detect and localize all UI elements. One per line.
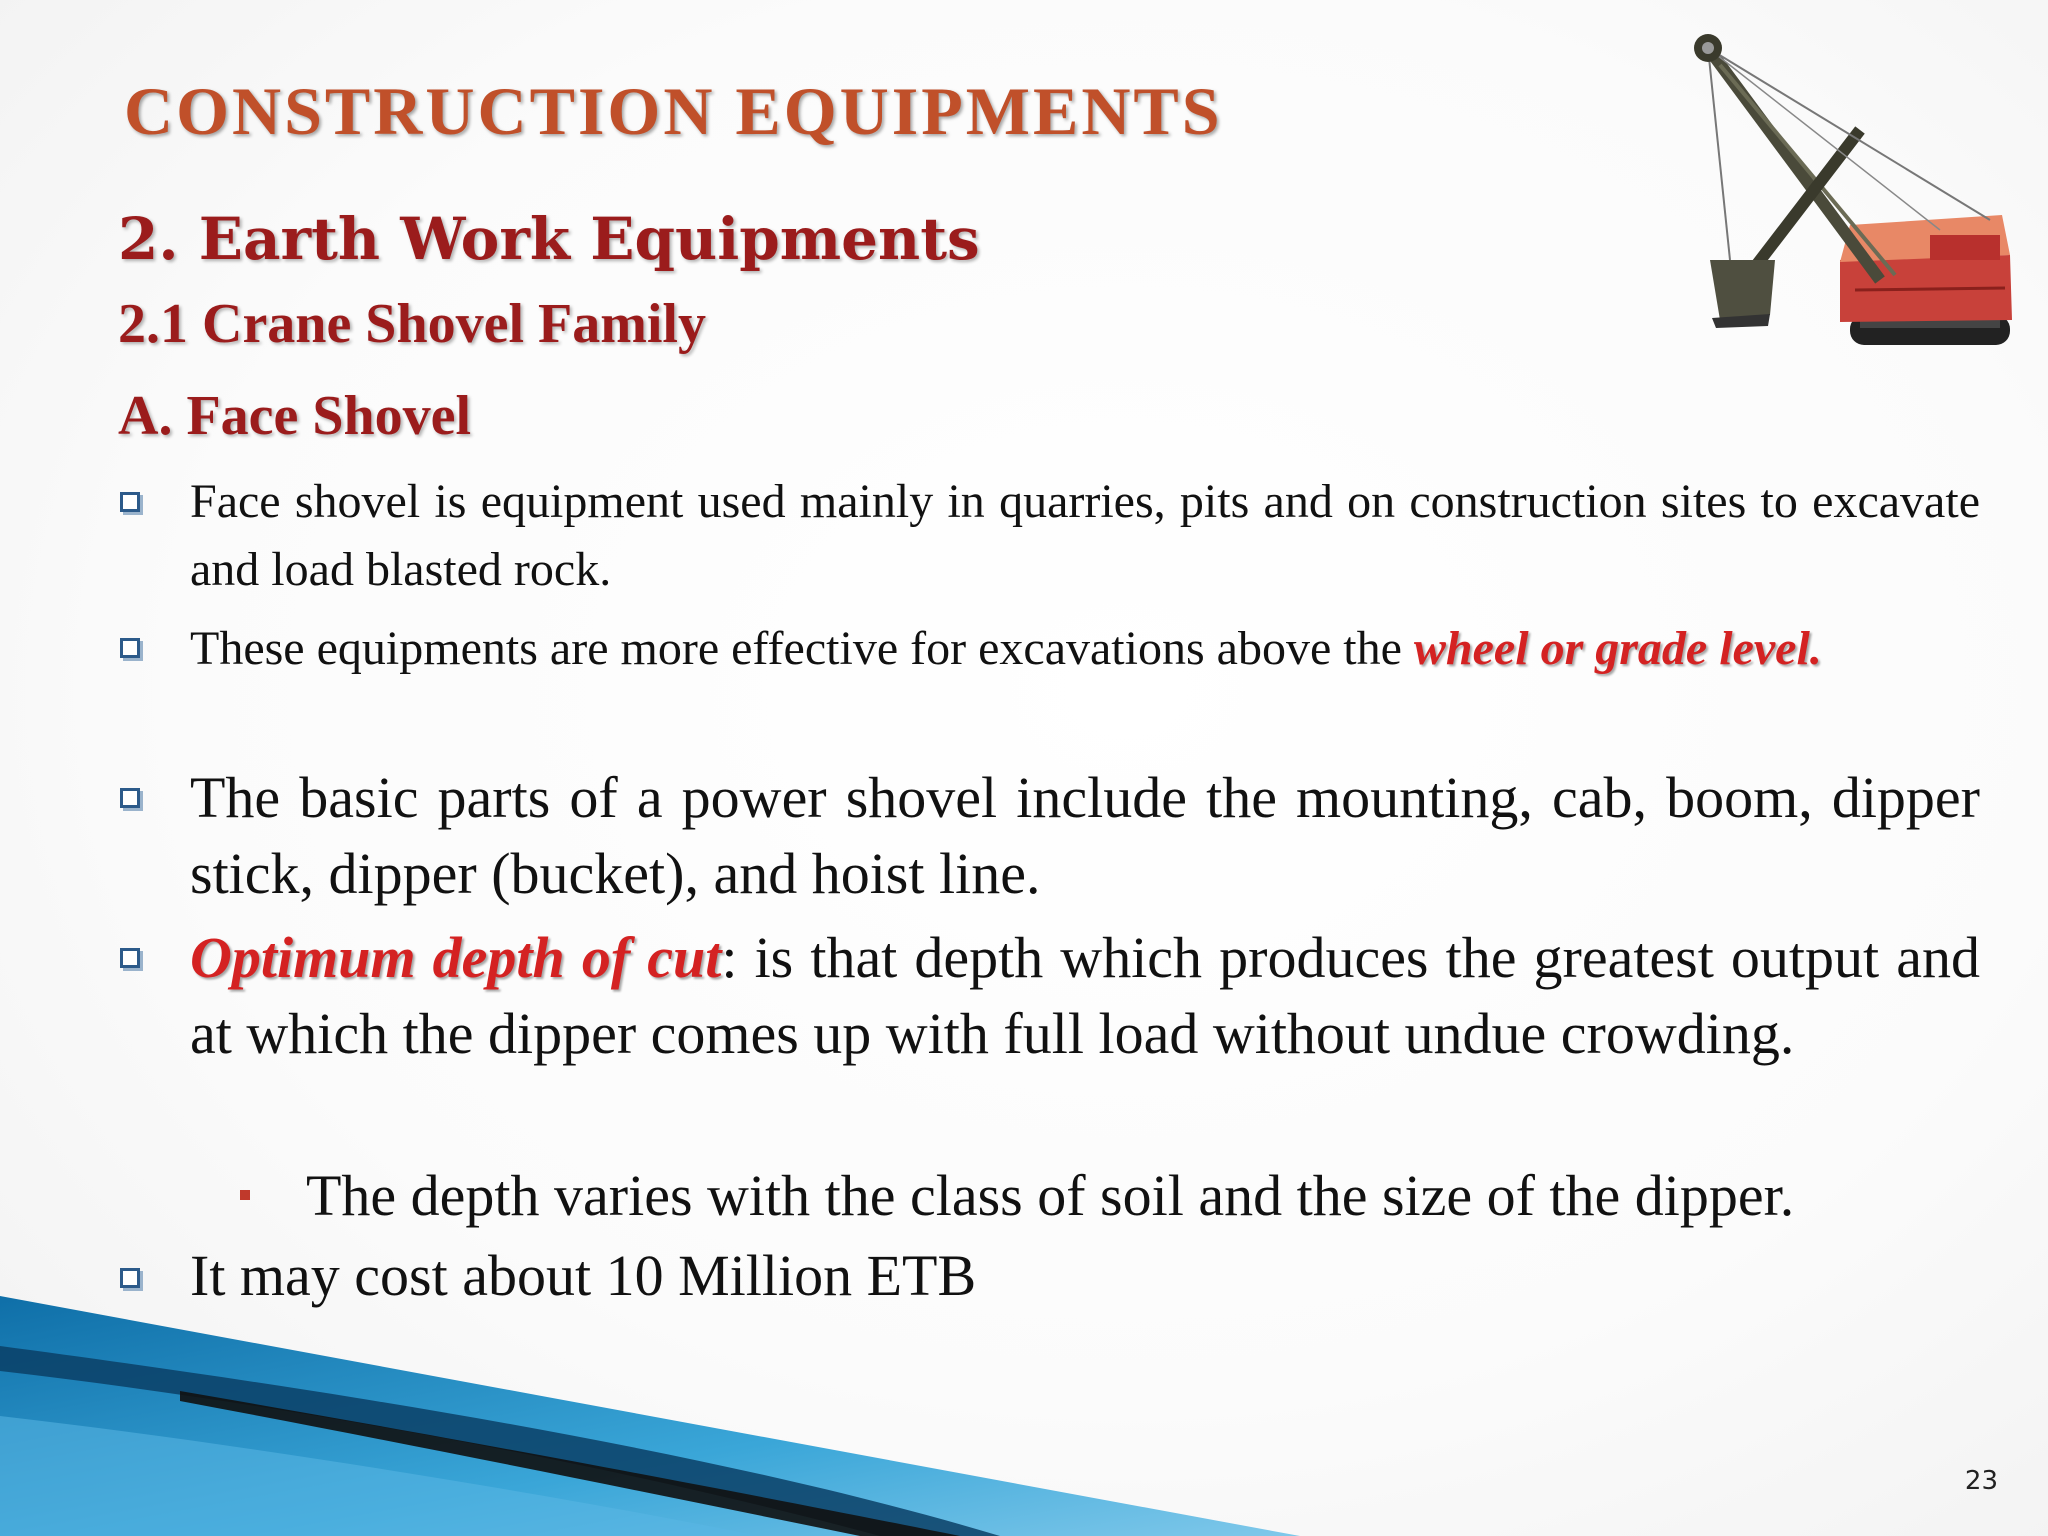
sub-bullet-depth-varies	[240, 1158, 1980, 1234]
bullet-cost	[120, 1238, 1980, 1314]
square-bullet-icon	[120, 1268, 140, 1288]
small-square-bullet-icon	[240, 1190, 250, 1200]
bullet-effectiveness	[120, 614, 1980, 684]
square-bullet-icon	[120, 788, 140, 808]
page-number: 23	[1964, 1466, 1998, 1496]
square-bullet-icon	[120, 638, 140, 658]
bullet-text: The basic parts of a power shovel include the mounting, cab, boom, dipper stick, dipper (bucket), and hoist line.	[190, 765, 1980, 906]
bullet-text: : is that depth which produces the greatest output and at which the dipper comes up with full load without undue crowding.	[190, 925, 1980, 1066]
subsection-heading: 2.1 Crane Shovel Family	[118, 293, 706, 355]
slide-title: CONSTRUCTION EQUIPMENTS	[124, 73, 1223, 149]
square-bullet-icon	[120, 948, 140, 968]
topic-heading: A. Face Shovel	[118, 385, 472, 447]
bullet-text: It may cost about 10 Million ETB	[190, 1243, 977, 1308]
bullet-text: These equipments are more effective for excavations above the	[190, 622, 1414, 675]
power-shovel-illustration	[1690, 30, 2020, 350]
bullet-basic-parts	[120, 760, 1980, 912]
bullet-optimum-depth	[120, 920, 1980, 1072]
sub-bullet-text: The depth varies with the class of soil and the size of the dipper.	[306, 1163, 1795, 1228]
highlight-text: wheel or grade level.	[1413, 622, 1822, 675]
bullet-face-shovel-definition	[120, 468, 1980, 604]
highlight-text: Optimum depth of cut	[190, 925, 722, 990]
corner-swoosh-decoration	[0, 1276, 1300, 1536]
square-bullet-icon	[120, 492, 140, 512]
bullet-text: Face shovel is equipment used mainly in quarries, pits and on construction sites to excavate and load blasted rock.	[190, 475, 1980, 596]
section-heading: 2. Earth Work Equipments	[118, 205, 980, 273]
